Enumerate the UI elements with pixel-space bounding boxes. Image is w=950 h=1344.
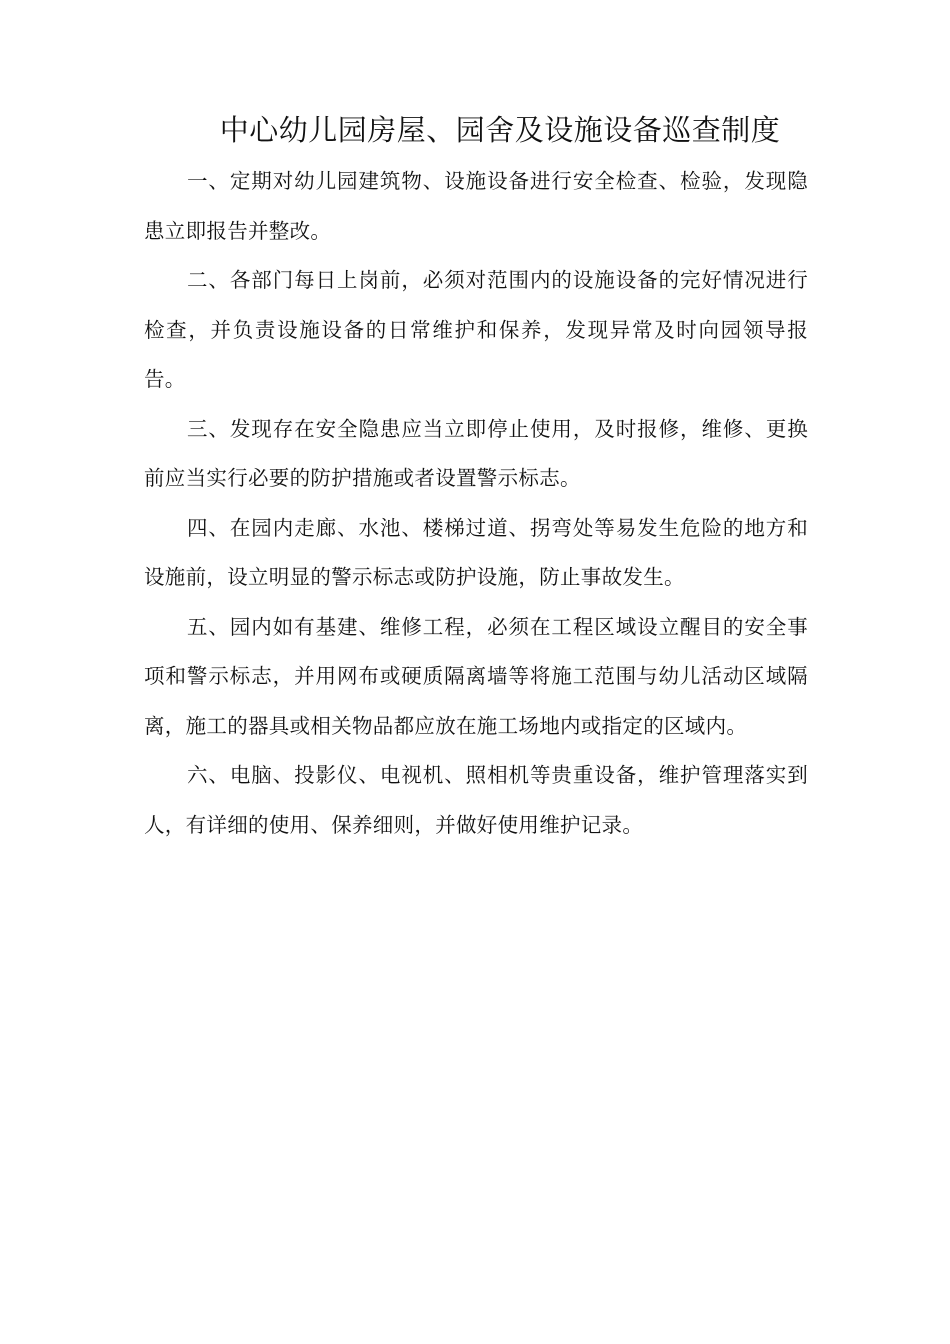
rule-paragraph-5: 五、园内如有基建、维修工程，必须在工程区域设立醒目的安全事项和警示标志，并用网布或硬质隔离墙等将施工范围与幼儿活动区域隔离，施工的器具或相关物品都应放在施工场地内或指定的区域内。 — [144, 614, 808, 738]
rule-paragraph-3: 三、发现存在安全隐患应当立即停止使用，及时报修，维修、更换前应当实行必要的防护措施或者设置警示标志。 — [144, 416, 808, 490]
document-title: 中心幼儿园房屋、园舍及设施设备巡查制度 — [219, 113, 781, 147]
rule-paragraph-1: 一、定期对幼儿园建筑物、设施设备进行安全检查、检验，发现隐患立即报告并整改。 — [144, 169, 808, 243]
document-body — [144, 157, 808, 850]
rule-paragraph-4: 四、在园内走廊、水池、楼梯过道、拐弯处等易发生危险的地方和设施前，设立明显的警示标志或防护设施，防止事故发生。 — [144, 515, 808, 589]
rule-paragraph-2: 二、各部门每日上岗前，必须对范围内的设施设备的完好情况进行检查，并负责设施设备的日常维护和保养，发现异常及时向园领导报告。 — [144, 268, 808, 391]
rule-paragraph-6: 六、电脑、投影仪、电视机、照相机等贵重设备，维护管理落实到人，有详细的使用、保养细则，并做好使用维护记录。 — [144, 763, 808, 837]
